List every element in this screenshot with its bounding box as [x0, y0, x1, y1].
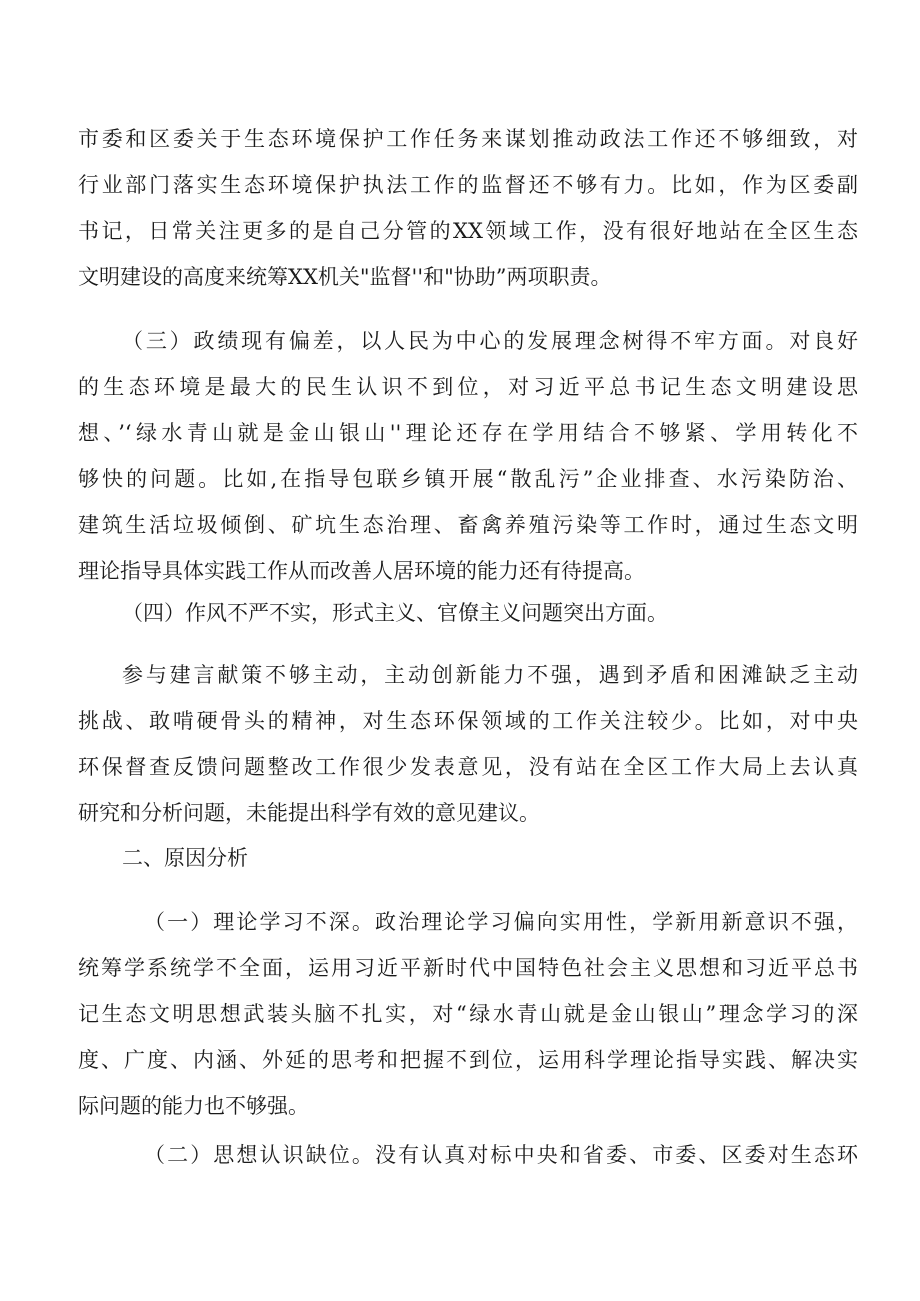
text-line: （二）思想认识缺位。没有认真对标中央和省委、市委、区委对生态环: [144, 1143, 858, 1167]
text-line: 建筑生活垃圾倾倒、矿坑生态治理、畜禽养殖污染等工作时，通过生态文明: [78, 513, 858, 537]
text-line: 挑战、敢啃硬骨头的精神，对生态环保领域的工作关注较少。比如，对中央: [78, 709, 858, 733]
text-line: 记生态文明思想武装头脑不扎实，对“绿水青山就是金山银山”理念学习的深: [78, 1002, 858, 1026]
paragraph-2: [78, 318, 858, 594]
paragraph-5: [78, 835, 858, 881]
text-line: 想、’‘绿水青山就是金山银山''理论还存在学用结合不够紧、学用转化不: [78, 421, 858, 445]
text-line: （一）理论学习不深。政治理论学习偏向实用性，学新用新意识不强，: [144, 910, 858, 934]
paragraph-3: [78, 590, 858, 636]
text-line: 书记，日常关注更多的是自己分管的XX领域工作，没有很好地站在全区生态: [78, 219, 858, 243]
section-heading: （四）作风不严不实，形式主义、官僚主义问题突出方面。: [122, 601, 668, 625]
text-line: 行业部门落实生态环境保护执法工作的监督还不够有力。比如，作为区委副: [78, 173, 858, 197]
text-line: 研究和分析问题，未能提出科学有效的意见建议。: [78, 801, 540, 825]
text-line: 度、广度、内涵、外延的思考和把握不到位，运用科学理论指导实践、解决实: [78, 1048, 858, 1072]
text-line: 市委和区委关于生态环境保护工作任务来谋划推动政法工作还不够细致，对: [78, 127, 858, 151]
text-line: 统筹学系统学不全面，运用习近平新时代中国特色社会主义思想和习近平总书: [78, 956, 858, 980]
text-line: 际问题的能力也不够强。: [78, 1094, 309, 1118]
text-line: （三）政绩现有偏差，以人民为中心的发展理念树得不牢方面。对良好: [122, 329, 858, 353]
section-heading: 二、原因分析: [122, 846, 248, 870]
paragraph-1: [78, 116, 858, 300]
text-line: 够快的问题。比如,在指导包联乡镇开展“散乱污”企业排查、水污染防治、: [78, 467, 858, 491]
text-line: 理论指导具体实践工作从而改善人居环境的能力还有待提高。: [78, 559, 645, 583]
text-line: 文明建设的高度来统筹XX机关"监督''和"协助”两项职责。: [78, 265, 612, 289]
text-line: 参与建言献策不够主动，主动创新能力不强，遇到矛盾和困滩缺乏主动: [122, 663, 858, 687]
paragraph-7: [78, 1132, 858, 1178]
text-line: 的生态环境是最大的民生认识不到位，对习近平总书记生态文明建设思: [78, 375, 858, 399]
paragraph-4: [78, 652, 858, 836]
text-line: 环保督查反馈问题整改工作很少发表意见，没有站在全区工作大局上去认真: [78, 755, 858, 779]
paragraph-6: [78, 899, 858, 1129]
